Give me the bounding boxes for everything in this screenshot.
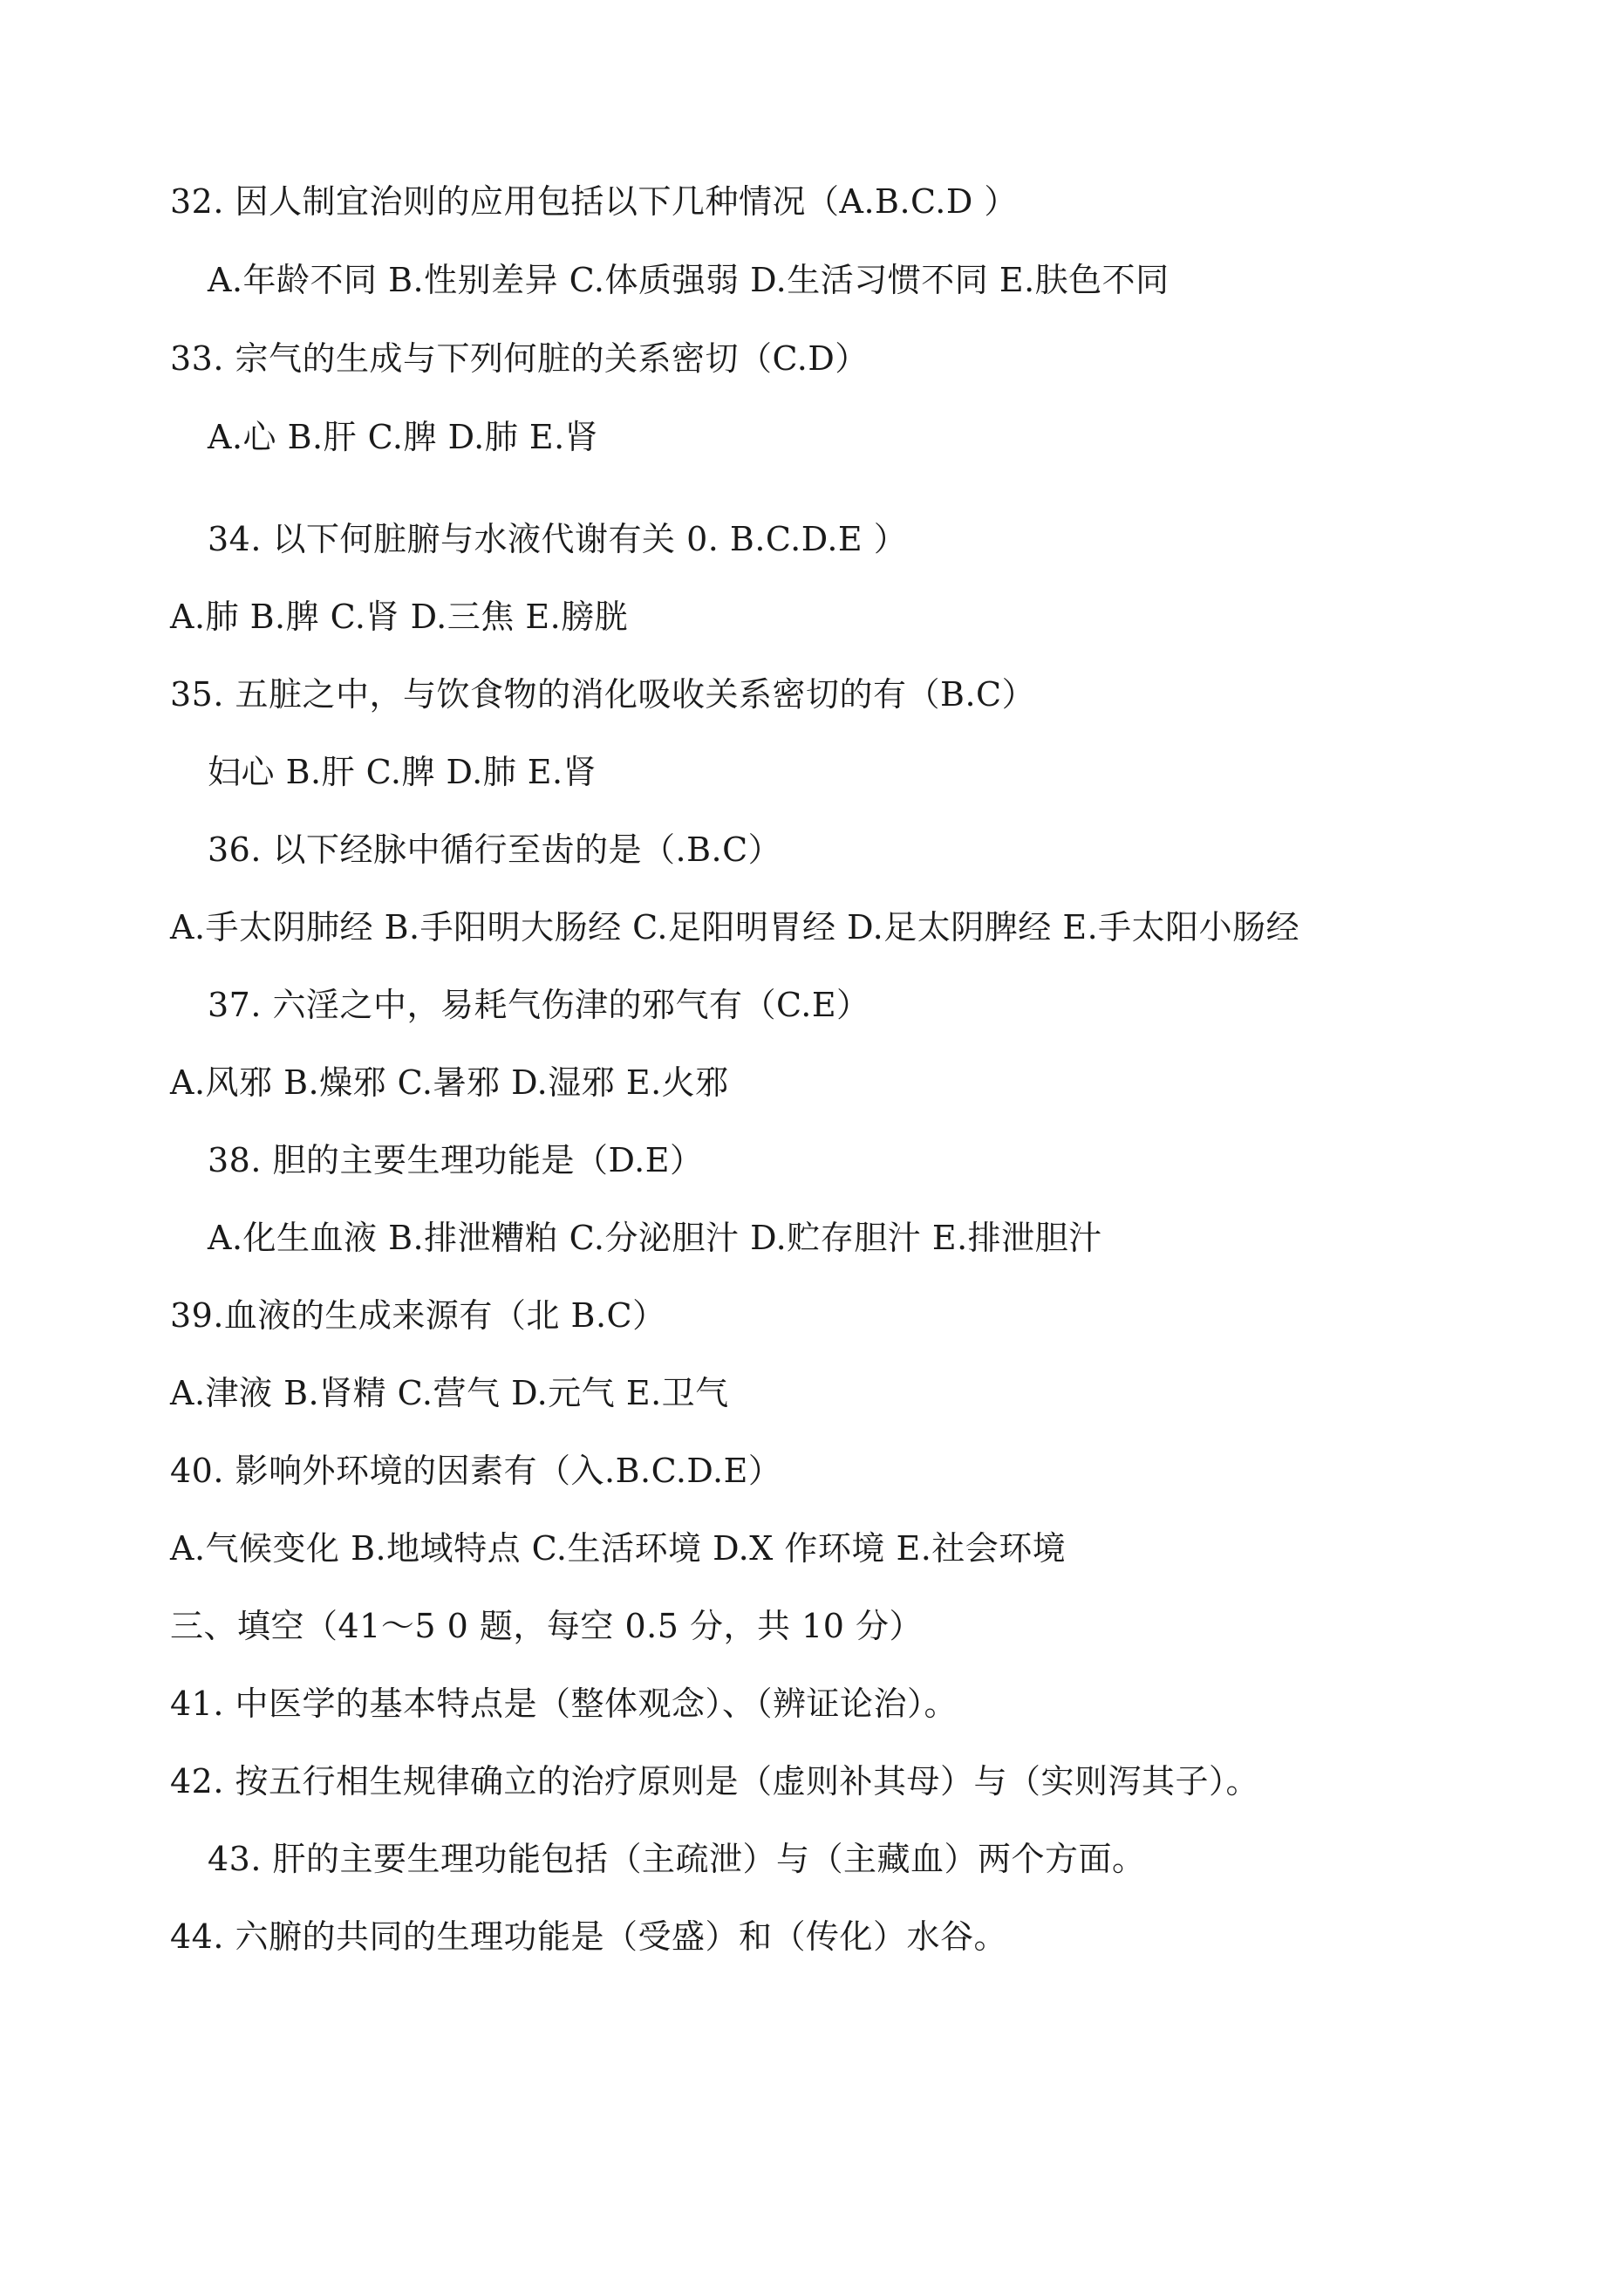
question-34-options: A.肺 B.脾 C.肾 D.三焦 E.膀胱 bbox=[170, 598, 629, 636]
question-38-options: A.化生血液 B.排泄糟粕 C.分泌胆汁 D.贮存胆汁 E.排泄胆汁 bbox=[208, 1219, 1102, 1257]
question-32-options: A.年龄不同 B.性别差异 C.体质强弱 D.生活习惯不同 E.肤色不同 bbox=[208, 261, 1170, 299]
section-heading-fill-in: 三、填空（41〜5 0 题，每空 0.5 分，共 10 分） bbox=[170, 1607, 923, 1645]
question-37: 37. 六淫之中，易耗气伤津的邪气有（C.E） bbox=[208, 986, 870, 1024]
question-35: 35. 五脏之中，与饮食物的消化吸收关系密切的有（B.C） bbox=[170, 675, 1036, 714]
question-38: 38. 胆的主要生理功能是（D.E） bbox=[208, 1141, 704, 1179]
question-40-options: A.气候变化 B.地域特点 C.生活环境 D.X 作环境 E.社会环境 bbox=[170, 1529, 1067, 1568]
question-42: 42. 按五行相生规律确立的治疗原则是（虚则补其母）与（实则泻其子）。 bbox=[170, 1762, 1260, 1801]
question-39: 39.血液的生成来源有（北 B.C） bbox=[170, 1296, 666, 1335]
question-43: 43. 肝的主要生理功能包括（主疏泄）与（主藏血）两个方面。 bbox=[208, 1840, 1146, 1878]
question-34: 34. 以下何脏腑与水液代谢有关 0. B.C.D.E ） bbox=[208, 520, 908, 558]
question-41: 41. 中医学的基本特点是（整体观念）、（辨证论治）。 bbox=[170, 1684, 958, 1723]
question-33: 33. 宗气的生成与下列何脏的关系密切（C.D） bbox=[170, 339, 869, 378]
question-36-options: A.手太阴肺经 B.手阳明大肠经 C.足阳明胃经 D.足太阴脾经 E.手太阳小肠经 bbox=[170, 908, 1300, 946]
question-32: 32. 因人制宜治则的应用包括以下几种情况（A.B.C.D ） bbox=[170, 182, 1018, 221]
question-36: 36. 以下经脉中循行至齿的是（.B.C） bbox=[208, 830, 782, 869]
question-40: 40. 影响外环境的因素有（入.B.C.D.E） bbox=[170, 1452, 782, 1490]
question-37-options: A.风邪 B.燥邪 C.暑邪 D.湿邪 E.火邪 bbox=[170, 1063, 729, 1102]
question-33-options: A.心 B.肝 C.脾 D.肺 E.肾 bbox=[208, 418, 599, 456]
question-39-options: A.津液 B.肾精 C.营气 D.元气 E.卫气 bbox=[170, 1374, 729, 1412]
question-35-options: 妇心 B.肝 C.脾 D.肺 E.肾 bbox=[208, 753, 597, 791]
question-44: 44. 六腑的共同的生理功能是（受盛）和（传化）水谷。 bbox=[170, 1917, 1008, 1956]
